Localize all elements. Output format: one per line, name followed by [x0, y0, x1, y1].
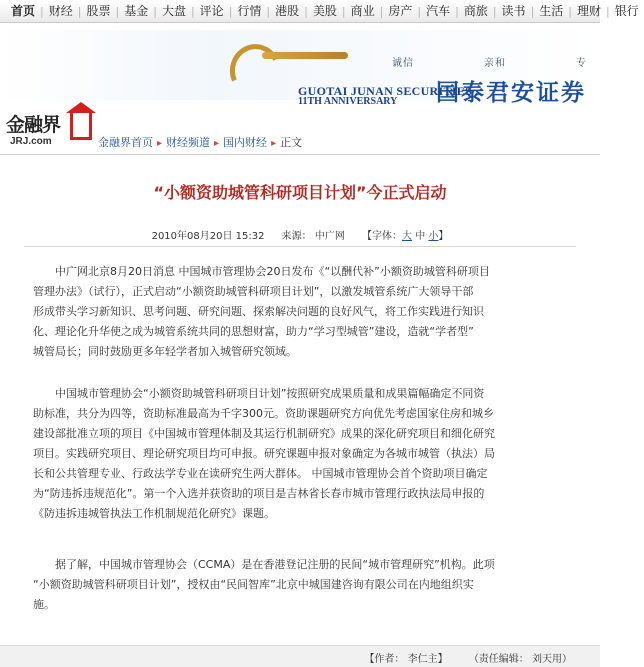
paragraph-line: 《防违拆违城管执法工作机制规范化研究》课题。 [33, 507, 275, 520]
banner-english-name: GUOTAI JUNAN SECURITIES [298, 84, 473, 98]
logo-name-cn: 金融界 [6, 114, 61, 136]
article-paragraph-2 [33, 384, 579, 524]
banner-slogan-3: 专 [576, 58, 587, 69]
nav-item-market[interactable]: 大盘 [161, 3, 186, 18]
nav-item-books[interactable]: 读书 [501, 3, 526, 18]
article-credit [364, 650, 572, 665]
divider [0, 154, 600, 155]
logo-house-icon [70, 110, 92, 140]
nav-item-home[interactable]: 首页 [11, 3, 36, 18]
nav-item-travel[interactable]: 商旅 [463, 3, 488, 18]
breadcrumb-domestic-finance[interactable]: 国内财经 [223, 136, 268, 149]
nav-item-stocks[interactable]: 股票 [86, 3, 111, 18]
paragraph-line: 长和公共管理专业、行政法学专业在读研究生两大群体。 中国城市管理协会首个资助项目确定 [33, 467, 488, 480]
banner-slogan-2: 亲和 [484, 58, 506, 69]
font-size-label: 【字体： [362, 231, 403, 242]
nav-separator: | [190, 4, 195, 18]
paragraph-line: 为“防违拆违规范化”。第一个入选并获资助的项目是吉林省长春市城市管理行政执法局申报的 [33, 487, 485, 500]
paragraph-line: 项目。实践研究项目、理论研究项目均可申报。研究课题申报对象确定为各城市城管（执法）局 [33, 447, 495, 460]
banner-logo-icon [223, 37, 288, 103]
nav-item-life[interactable]: 生活 [539, 3, 564, 18]
paragraph-line: 中广网北京8月20日消息 中国城市管理协会20日发布《“以酬代补”小额资助城管科研项目 [55, 265, 490, 278]
logo-name-en: JRJ.com [10, 136, 52, 147]
breadcrumb-arrow-icon: ▸ [214, 138, 220, 149]
nav-item-funds[interactable]: 基金 [124, 3, 149, 18]
banner-slogan-1: 诚信 [392, 58, 414, 69]
nav-item-quotes[interactable]: 行情 [237, 3, 262, 18]
nav-separator: | [304, 4, 308, 18]
font-size-medium[interactable]: 中 [415, 231, 426, 242]
nav-item-auto[interactable]: 汽车 [426, 3, 451, 18]
paragraph-line: 城管局长；同时鼓励更多年轻学者加入城管研究领域。 [33, 345, 297, 358]
article-source: 中广网 [314, 231, 345, 242]
nav-item-hk-stocks[interactable]: 港股 [275, 3, 300, 18]
article-date: 2010年08月20日 15:32 [151, 231, 265, 242]
divider [24, 246, 576, 247]
paragraph-line: 建设部批准立项的项目《中国城市管理体制及其运行机制研究》成果的深化研究项目和细化研究 [33, 427, 495, 440]
paragraph-line: 施。 [33, 598, 55, 611]
nav-separator: | [115, 4, 120, 18]
nav-separator: | [379, 4, 384, 18]
paragraph-line: 形成带头学习新知识、思考问题、研究问题、探索解决问题的良好风气，将工作实践进行知识 [33, 305, 484, 318]
banner-chinese-name: 国泰君安证券 [436, 80, 586, 106]
nav-item-banking[interactable]: 银行 [614, 3, 639, 18]
article-paragraph-1 [33, 262, 579, 362]
site-logo[interactable] [6, 108, 94, 152]
nav-separator: | [568, 4, 573, 18]
author-label: 【作者： [364, 654, 405, 665]
paragraph-line: 中国城市管理协会“小额资助城管科研项目计划”按照研究成果质量和成果篇幅确定不同资 [55, 387, 485, 400]
breadcrumb-current: 正文 [280, 136, 303, 149]
font-size-large-link[interactable]: 大 [402, 231, 413, 242]
paragraph-line: 助标准，共分为四等，资助标准最高为千字300元。资助课题研究方向优先考虑国家住房和城乡 [33, 407, 494, 420]
editor-label: （责任编辑： [468, 654, 529, 665]
nav-separator: | [40, 4, 44, 18]
nav-separator: | [341, 4, 346, 18]
ad-banner[interactable] [0, 30, 600, 107]
nav-separator: | [455, 4, 459, 18]
article-footer [0, 645, 600, 667]
article-author: 李仁主】 [407, 654, 448, 665]
article-editor: 刘天用） [532, 654, 572, 665]
paragraph-line: 管理办法》（试行），正式启动“小额资助城管科研项目计划”，以激发城管系统广大领导干部 [33, 285, 474, 298]
paragraph-line: 据了解，中国城市管理协会（CCMA）是在香港登记注册的民间“城市管理研究”机构。此项 [55, 558, 495, 571]
breadcrumb-home[interactable]: 金融界首页 [98, 136, 153, 149]
nav-item-property[interactable]: 房产 [388, 3, 413, 18]
nav-separator: | [153, 4, 157, 18]
nav-separator: | [417, 4, 422, 18]
nav-separator: | [492, 4, 497, 18]
article-title: “小额资助城管科研项目计划”今正式启动 [153, 183, 447, 202]
paragraph-line: “小额资助城管科研项目计划”，授权由“民间智库”北京中城国建咨询有限公司在内地组织实 [33, 578, 474, 591]
breadcrumb [98, 134, 302, 150]
nav-separator: | [228, 4, 233, 18]
nav-item-finance[interactable]: 财经 [48, 3, 73, 18]
article-meta [0, 227, 600, 242]
font-size-small-link[interactable]: 小 [428, 231, 439, 242]
nav-separator: | [266, 4, 271, 18]
top-navigation [0, 0, 639, 23]
nav-item-business[interactable]: 商业 [350, 3, 375, 18]
article-paragraph-3 [33, 555, 579, 615]
font-size-end: 】 [438, 231, 449, 242]
nav-item-commentary[interactable]: 评论 [199, 3, 224, 18]
nav-separator: | [77, 4, 82, 18]
nav-item-us-stocks[interactable]: 美股 [312, 3, 337, 18]
nav-separator: | [530, 4, 535, 18]
banner-anniversary: 11TH ANNIVERSARY [298, 96, 398, 107]
paragraph-line: 化、理论化升华使之成为城管系统共同的思想财富，助力“学习型城管”建设，造就“学者型” [33, 325, 474, 338]
breadcrumb-arrow-icon: ▸ [157, 138, 163, 149]
banner-gold-bar [262, 52, 348, 59]
source-label: 来源： [281, 231, 312, 242]
nav-separator: | [606, 4, 610, 18]
nav-item-wealth[interactable]: 理财 [577, 3, 602, 18]
breadcrumb-finance-channel[interactable]: 财经频道 [166, 136, 211, 149]
breadcrumb-arrow-icon: ▸ [271, 138, 277, 149]
